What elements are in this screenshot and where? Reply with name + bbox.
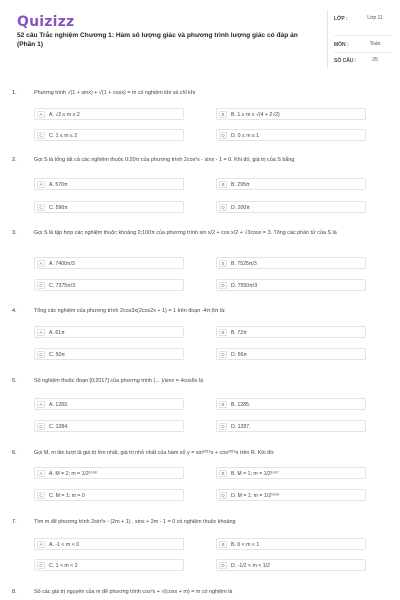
option-letter: D — [219, 282, 227, 289]
option-text: A. 7400π/3 — [49, 260, 75, 267]
option-text: D. 7550π/3 — [231, 282, 258, 289]
page-title: 52 câu Trắc nghiệm Chương 1: Hàm số lượng giác và phương trình lượng giác có đáp án (Phần 1) — [17, 32, 298, 48]
question-number: 4. — [12, 308, 17, 314]
question-text: Số nghiệm thuộc đoạn [0;2017] của phương trình (... )/sinx = 4cos6x là — [34, 378, 204, 384]
option-letter: C — [37, 423, 45, 430]
option-b[interactable] — [216, 178, 366, 190]
question-text: Tìm m để phương trình 2sin²x - (2m + 1) . sinx + 2m - 1 = 0 có nghiệm thuộc khoảng — [34, 519, 236, 525]
option-letter: B — [219, 470, 227, 477]
option-text: C. 50π — [49, 351, 65, 358]
option-a[interactable] — [34, 398, 184, 410]
option-b[interactable] — [216, 257, 366, 269]
question-number: 2. — [12, 157, 17, 163]
option-letter: D — [219, 423, 227, 430]
option-letter: A — [37, 260, 45, 267]
option-a[interactable] — [34, 178, 184, 190]
option-b[interactable] — [216, 398, 366, 410]
question-count-value: 25 — [372, 57, 378, 63]
option-letter: C — [37, 351, 45, 358]
option-letter: B — [219, 329, 227, 336]
option-c[interactable] — [34, 489, 184, 501]
option-text: B. 1285. — [231, 401, 251, 408]
option-d[interactable] — [216, 201, 366, 213]
option-d[interactable] — [216, 489, 366, 501]
option-text: A. √2 ≤ m ≤ 2 — [49, 111, 80, 118]
option-c[interactable] — [34, 201, 184, 213]
option-letter: C — [37, 562, 45, 569]
option-c[interactable] — [34, 348, 184, 360]
option-text: C. 1 ≤ m ≤ 2 — [49, 132, 78, 139]
option-text: A. 570π — [49, 181, 68, 188]
option-letter: D — [219, 204, 227, 211]
option-letter: A — [37, 111, 45, 118]
option-a[interactable] — [34, 467, 184, 479]
option-letter: D — [219, 351, 227, 358]
class-label: LỚP : — [334, 16, 348, 22]
option-d[interactable] — [216, 348, 366, 360]
option-letter: A — [37, 181, 45, 188]
option-letter: C — [37, 492, 45, 499]
question-text: Tổng các nghiệm của phương trình 2cos3x(2cos2x + 1) = 1 trên đoạn -4π;6π là: — [34, 308, 226, 314]
option-text: A. M = 2; m = 1/2¹⁰⁰⁸ — [49, 470, 97, 477]
question-number: 5. — [12, 378, 17, 384]
question-number: 7. — [12, 519, 17, 525]
option-text: B. 295π — [231, 181, 250, 188]
option-b[interactable] — [216, 108, 366, 120]
option-letter: A — [37, 401, 45, 408]
option-text: C. 7375π/3 — [49, 282, 76, 289]
question-number: 1. — [12, 90, 17, 96]
question-count-label: SỐ CÂU : — [334, 58, 357, 64]
worksheet-header — [0, 0, 400, 72]
option-b[interactable] — [216, 326, 366, 338]
class-value: Lớp 11 — [367, 15, 383, 21]
question-text: Gọi M, m lần lượt là giá trị lớn nhất, giá trị nhỏ nhất của hàm số y = sin²⁰¹⁶x + cos²⁰¹⁶x trên R. Khi đó: — [34, 450, 275, 456]
option-text: B. 1 ≤ m ≤ √(4 + 2√2) — [231, 111, 280, 118]
option-c[interactable] — [34, 129, 184, 141]
option-letter: C — [37, 282, 45, 289]
option-a[interactable] — [34, 108, 184, 120]
option-text: D. 56π — [231, 351, 247, 358]
option-letter: D — [219, 132, 227, 139]
option-letter: A — [37, 541, 45, 548]
subject-label: MÔN : — [334, 42, 349, 48]
option-text: B. M = 1; m = 1/2¹⁰⁰⁷ — [231, 470, 279, 477]
option-text: D. 0 ≤ m ≤ 1 — [231, 132, 260, 139]
option-text: A. -1 < m < 0 — [49, 541, 79, 548]
option-a[interactable] — [34, 326, 184, 338]
option-letter: B — [219, 181, 227, 188]
option-c[interactable] — [34, 279, 184, 291]
question-number: 3. — [12, 230, 17, 236]
option-text: A. 1283. — [49, 401, 69, 408]
option-d[interactable] — [216, 420, 366, 432]
option-a[interactable] — [34, 257, 184, 269]
option-text: B. 7525π/3 — [231, 260, 257, 267]
meta-separator — [334, 52, 392, 53]
option-letter: D — [219, 492, 227, 499]
option-text: C. 1284. — [49, 423, 69, 430]
option-text: B. 0 < m < 1 — [231, 541, 260, 548]
option-letter: B — [219, 541, 227, 548]
question-text: Số các giá trị nguyên của m để phương trình cos²x + √(cosx + m) = m có nghiệm là — [34, 589, 233, 595]
option-text: C. 590π — [49, 204, 68, 211]
quizizz-logo: Quizizz — [17, 14, 75, 30]
question-text: Gọi S là tổng tất cả các nghiệm thuộc 0;20π của phương trình 2cos²x - sinx - 1 = 0. Khi đó, giá trị của S bằng — [34, 157, 295, 163]
option-text: D. 1287. — [231, 423, 251, 430]
option-b[interactable] — [216, 538, 366, 550]
option-letter: B — [219, 111, 227, 118]
question-number: 8. — [12, 589, 17, 595]
question-text: Phương trình √(1 + sinx) + √(1 + cosx) = m có nghiệm khi và chỉ khi — [34, 90, 196, 96]
option-letter: B — [219, 401, 227, 408]
option-b[interactable] — [216, 467, 366, 479]
option-d[interactable] — [216, 129, 366, 141]
option-letter: C — [37, 132, 45, 139]
option-text: D. M = 1; m = 1/2¹⁰⁰⁸ — [231, 492, 280, 499]
option-d[interactable] — [216, 279, 366, 291]
option-text: A. 61π — [49, 329, 65, 336]
option-letter: A — [37, 470, 45, 477]
option-letter: D — [219, 562, 227, 569]
option-letter: B — [219, 260, 227, 267]
option-text: C. M = 1; m = 0 — [49, 492, 85, 499]
option-text: B. 72π — [231, 329, 247, 336]
option-c[interactable] — [34, 420, 184, 432]
option-letter: A — [37, 329, 45, 336]
option-text: D. -1/2 < m < 1/2 — [231, 562, 270, 569]
question-number: 6. — [12, 450, 17, 456]
option-a[interactable] — [34, 538, 184, 550]
meta-divider — [327, 10, 328, 68]
option-text: D. 200π — [231, 204, 250, 211]
question-text: Gọi S là tập hợp các nghiệm thuộc khoảng 0;100π của phương trình sin x/2 + cos x/2 + √3cosx = 3. Tổng các phần tử của S là — [34, 230, 337, 236]
option-text: C. 1 < m < 2 — [49, 562, 78, 569]
option-c[interactable] — [34, 559, 184, 571]
subject-value: Toán — [369, 41, 381, 47]
option-d[interactable] — [216, 559, 366, 571]
meta-separator — [334, 35, 392, 36]
option-letter: C — [37, 204, 45, 211]
